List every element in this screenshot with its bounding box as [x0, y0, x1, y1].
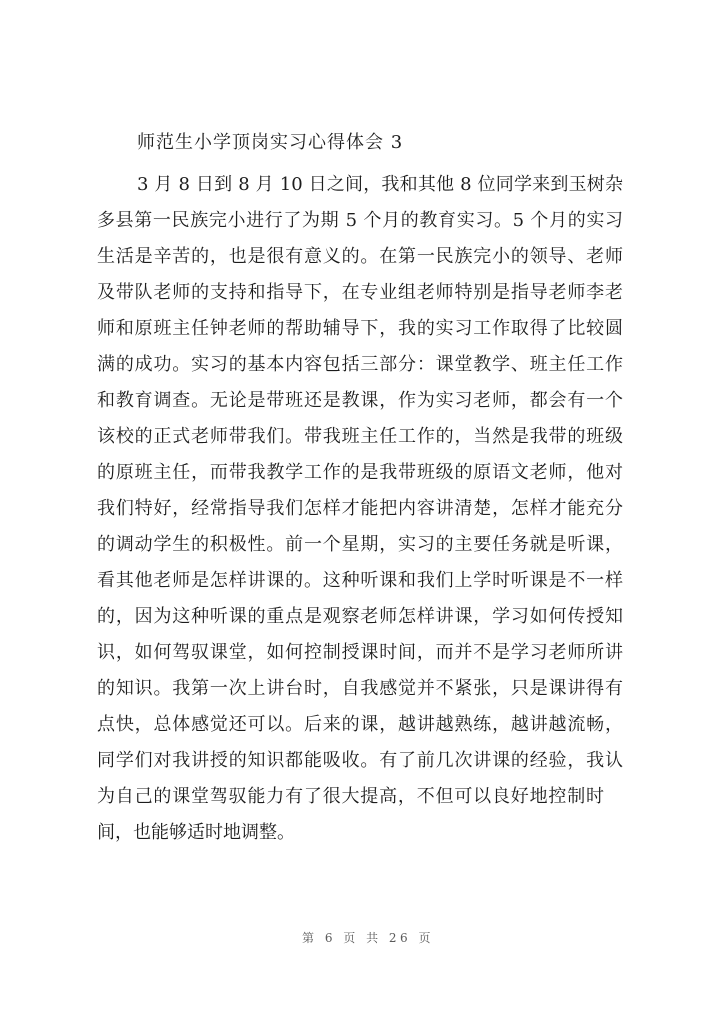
paragraph-line: 该校的正式老师带我们。带我班主任工作的，当然是我带的班级	[97, 426, 623, 447]
paragraph-line: 满的成功。实习的基本内容包括三部分：课堂教学、班主任工作	[97, 354, 623, 375]
paragraph-line: 的调动学生的积极性。前一个星期，实习的主要任务就是听课，	[97, 534, 623, 555]
paragraph-line: 3 月 8 日到 8 月 10 日之间，我和其他 8 位同学来到玉树杂	[137, 174, 623, 195]
paragraph-line: 的，因为这种听课的重点是观察老师怎样讲课，学习如何传授知	[97, 606, 623, 627]
document-paragraph	[97, 167, 623, 851]
paragraph-line: 多县第一民族完小进行了为期 5 个月的教育实习。5 个月的实习	[97, 210, 623, 231]
paragraph-line: 同学们对我讲授的知识都能吸收。有了前几次讲课的经验，我认	[97, 750, 623, 771]
paragraph-line: 我们特好，经常指导我们怎样才能把内容讲清楚，怎样才能充分	[97, 498, 623, 519]
paragraph-line: 识，如何驾驭课堂，如何控制授课时间，而并不是学习老师所讲	[97, 642, 623, 663]
paragraph-line: 生活是辛苦的，也是很有意义的。在第一民族完小的领导、老师	[97, 246, 623, 267]
paragraph-line: 看其他老师是怎样讲课的。这种听课和我们上学时听课是不一样	[97, 570, 623, 591]
paragraph-line: 和教育调查。无论是带班还是教课，作为实习老师，都会有一个	[97, 390, 623, 411]
paragraph-line: 的原班主任，而带我教学工作的是我带班级的原语文老师，他对	[97, 462, 623, 483]
paragraph-line: 的知识。我第一次上讲台时，自我感觉并不紧张，只是课讲得有	[97, 678, 623, 699]
paragraph-line-last: 间，也能够适时地调整。	[97, 822, 295, 843]
paragraph-line: 及带队老师的支持和指导下，在专业组老师特别是指导老师李老	[97, 282, 623, 303]
document-title: 师范生小学顶岗实习心得体会 3	[137, 132, 404, 153]
page-number-footer: 第 6 页 共 26 页	[302, 931, 434, 945]
paragraph-line: 点快，总体感觉还可以。后来的课，越讲越熟练，越讲越流畅，	[97, 714, 623, 735]
paragraph-line: 为自己的课堂驾驭能力有了很大提高，不但可以良好地控制时	[97, 786, 604, 807]
paragraph-line: 师和原班主任钟老师的帮助辅导下，我的实习工作取得了比较圆	[97, 318, 623, 339]
